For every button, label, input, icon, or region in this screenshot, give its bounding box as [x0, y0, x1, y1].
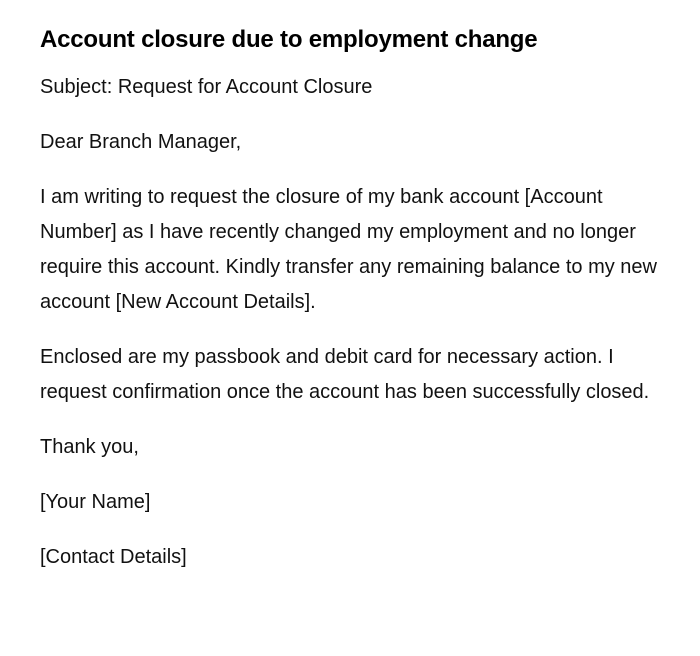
- contact-details: [Contact Details]: [40, 546, 187, 568]
- salutation: Dear Branch Manager,: [40, 131, 242, 153]
- closing-line: Thank you,: [40, 436, 139, 458]
- document-title: Account closure due to employment change: [40, 26, 538, 53]
- letter-document: [40, 24, 660, 595]
- body-paragraph-enclosures: Enclosed are my passbook and debit card for necessary action. I request confirmation once the account has been successfully closed.: [40, 346, 650, 403]
- subject-line: Subject: Request for Account Closure: [40, 76, 373, 98]
- body-paragraph-request: I am writing to request the closure of my bank account [Account Number] as I have recently changed my employment and no longer require this account. Kindly transfer any remaining balance to my new account [New Account Details].: [40, 186, 657, 313]
- signature-name: [Your Name]: [40, 491, 151, 513]
